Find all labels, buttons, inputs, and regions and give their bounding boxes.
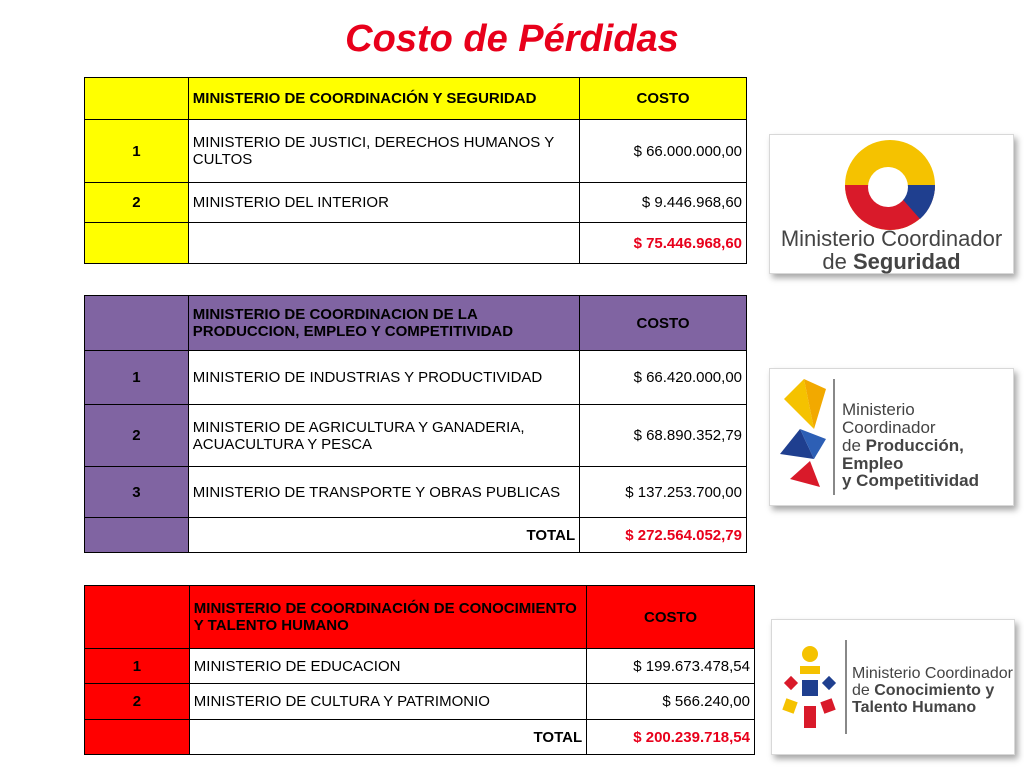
row-cost: $ 137.253.700,00: [580, 467, 747, 518]
row-number: 2: [85, 183, 189, 223]
total-cost: $ 200.239.718,54: [587, 720, 755, 755]
header-num-cell: [85, 78, 189, 120]
header-num-cell: [85, 296, 189, 351]
row-ministry: MINISTERIO DE EDUCACION: [189, 649, 586, 684]
logo-line2a: de: [822, 249, 853, 275]
total-row: [85, 720, 755, 755]
row-ministry: MINISTERIO DE TRANSPORTE Y OBRAS PUBLICAS: [188, 467, 579, 518]
table-header-row: [85, 296, 747, 351]
row-number: 2: [85, 405, 189, 467]
logo-line2a: de: [852, 681, 875, 699]
table-seguridad: [84, 77, 747, 264]
row-number: 1: [85, 351, 189, 405]
table-row: [85, 467, 747, 518]
table-row: [85, 120, 747, 183]
total-cost: $ 272.564.052,79: [580, 518, 747, 553]
logo-line3: y Competitividad: [842, 471, 979, 491]
row-number: 1: [85, 649, 190, 684]
total-label: [188, 223, 579, 264]
logo-seguridad: [769, 134, 1014, 274]
table-conocimiento: [84, 585, 755, 755]
row-cost: $ 199.673.478,54: [587, 649, 755, 684]
header-ministry: MINISTERIO DE COORDINACIÓN Y SEGURIDAD: [188, 78, 579, 120]
row-cost: $ 9.446.968,60: [580, 183, 747, 223]
row-cost: $ 66.420.000,00: [580, 351, 747, 405]
logo-line2b: Conocimiento y: [874, 681, 995, 699]
row-cost: $ 566.240,00: [587, 684, 755, 720]
table-header-row: [85, 78, 747, 120]
header-cost: COSTO: [580, 78, 747, 120]
header-ministry: MINISTERIO DE COORDINACIÓN DE CONOCIMIENTO Y TALENTO HUMANO: [189, 586, 586, 649]
logo-line2a: de: [842, 435, 866, 455]
table-row: [85, 351, 747, 405]
row-ministry: MINISTERIO DE CULTURA Y PATRIMONIO: [189, 684, 586, 720]
table-header-row: [85, 586, 755, 649]
logo-line2b: Producción, Empleo: [842, 435, 964, 473]
total-label: TOTAL: [188, 518, 579, 553]
total-cost: $ 75.446.968,60: [580, 223, 747, 264]
logo-produccion: [769, 368, 1014, 506]
row-ministry: MINISTERIO DEL INTERIOR: [188, 183, 579, 223]
seguridad-emblem-icon: [770, 135, 1013, 230]
table-row: [85, 183, 747, 223]
table-produccion: [84, 295, 747, 553]
logo-conocimiento: [771, 619, 1015, 755]
total-row: [85, 223, 747, 264]
logo-line3: Talento Humano: [852, 698, 977, 716]
row-number: 3: [85, 467, 189, 518]
produccion-emblem-icon: [770, 369, 840, 505]
total-row: [85, 518, 747, 553]
row-cost: $ 66.000.000,00: [580, 120, 747, 183]
total-num-cell: [85, 720, 190, 755]
header-cost: COSTO: [580, 296, 747, 351]
row-ministry: MINISTERIO DE JUSTICI, DERECHOS HUMANOS Y CULTOS: [188, 120, 579, 183]
header-cost: COSTO: [587, 586, 755, 649]
row-number: 2: [85, 684, 190, 720]
page-title: Costo de Pérdidas: [345, 18, 679, 60]
logo-line1: Ministerio Coordinador: [842, 400, 936, 437]
table-row: [85, 684, 755, 720]
row-ministry: MINISTERIO DE AGRICULTURA Y GANADERIA, ACUACULTURA Y PESCA: [188, 405, 579, 467]
table-row: [85, 405, 747, 467]
total-num-cell: [85, 223, 189, 264]
total-label: TOTAL: [189, 720, 586, 755]
header-num-cell: [85, 586, 190, 649]
row-number: 1: [85, 120, 189, 183]
row-cost: $ 68.890.352,79: [580, 405, 747, 467]
logo-line1: Ministerio Coordinador: [780, 226, 1003, 251]
table-row: [85, 649, 755, 684]
logo-line2b: Seguridad: [853, 249, 961, 275]
row-ministry: MINISTERIO DE INDUSTRIAS Y PRODUCTIVIDAD: [188, 351, 579, 405]
logo-line1: Ministerio Coordinador: [852, 665, 1013, 682]
header-ministry: MINISTERIO DE COORDINACION DE LA PRODUCCION, EMPLEO Y COMPETITIVIDAD: [188, 296, 579, 351]
total-num-cell: [85, 518, 189, 553]
conocimiento-emblem-icon: [772, 620, 850, 754]
